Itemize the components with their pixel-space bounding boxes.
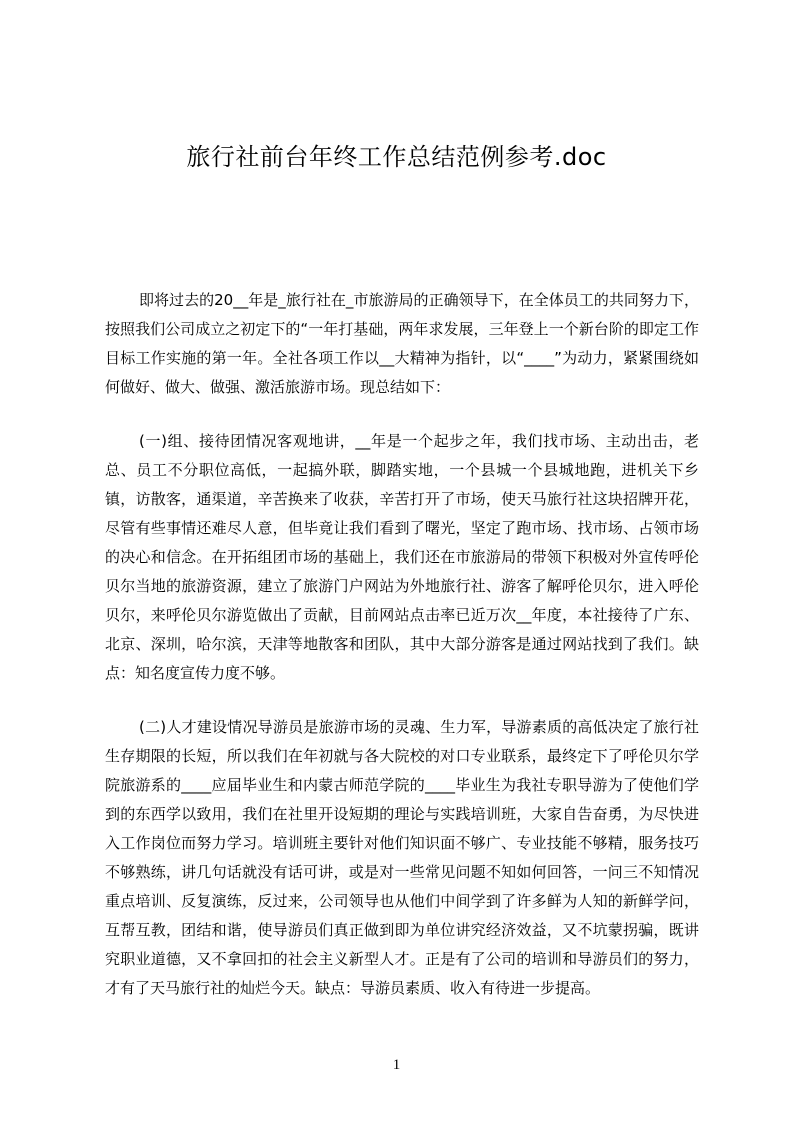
document-body (105, 286, 699, 1003)
paragraph-talent-building: (二)人才建设情况导游员是旅游市场的灵魂、生力军，导游素质的高低决定了旅行社生存期限的长短，所以我们在年初就与各大院校的对口专业联系，最终定下了呼伦贝尔学院旅游系的____应届毕业生和内蒙古师范学院的____毕业生为我社专职导游为了使他们学到的东西学以致用，我们在社里开设短期的理论与实践培训班，大家自告奋勇，为尽快进入工作岗位而努力学习。培训班主要针对他们知识面不够广、专业技能不够精，服务技巧不够熟练，讲几句话就没有话可讲，或是对一些常见问题不知如何回答，一问三不知情况重点培训、反复演练，反过来，公司领导也从他们中间学到了许多鲜为人知的新鲜学问，互帮互教，团结和谐，使导游员们真正做到即为单位讲究经济效益，又不坑蒙拐骗，既讲究职业道德，又不拿回扣的社会主义新型人才。正是有了公司的培训和导游员们的努力，才有了天马旅行社的灿烂今天。缺点：导游员素质、收入有待进一步提高。 (105, 718, 699, 997)
paragraph-intro: 即将过去的20__年是_旅行社在_市旅游局的正确领导下，在全体员工的共同努力下，按照我们公司成立之初定下的“一年打基础，两年求发展，三年登上一个新台阶的即定工作目标工作实施的第一年。全社各项工作以__大精神为指针，以“____”为动力，紧紧围绕如何做好、做大、做强、激活旅游市场。现总结如下： (105, 291, 699, 396)
document-title: 旅行社前台年终工作总结范例参考.doc (186, 143, 607, 171)
page-number: 1 (392, 1057, 401, 1073)
paragraph-group-reception: (一)组、接待团情况客观地讲，__年是一个起步之年，我们找市场、主动出击，老总、员工不分职位高低，一起搞外联，脚踏实地，一个县城一个县城地跑，进机关下乡镇，访散客，通渠道，辛苦换来了收获，辛苦打开了市场，使天马旅行社这块招牌开花，尽管有些事情还难尽人意，但毕竟让我们看到了曙光，坚定了跑市场、找市场、占领市场的决心和信念。在开拓组团市场的基础上，我们还在市旅游局的带领下积极对外宣传呼伦贝尔当地的旅游资源，建立了旅游门户网站为外地旅行社、游客了解呼伦贝尔，进入呼伦贝尔，来呼伦贝尔游览做出了贡献，目前网站点击率已近万次__年度，本社接待了广东、北京、深圳，哈尔滨，天津等地散客和团队，其中大部分游客是通过网站找到了我们。缺点：知名度宣传力度不够。 (105, 432, 699, 682)
